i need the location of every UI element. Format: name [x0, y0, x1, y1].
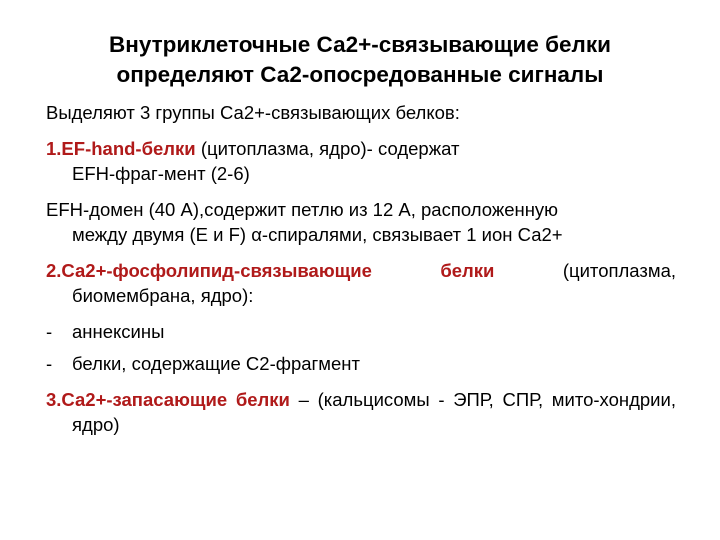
dash-marker: - [46, 321, 53, 342]
title-line-1: Внутриклеточные Са2+-связывающие белки [109, 32, 611, 57]
group2-heading: 2.Са2+-фосфолипид-связывающие белки [46, 260, 495, 281]
bullet-item [46, 319, 676, 344]
bullet-item [46, 351, 676, 376]
efh-domain-line-2: между двумя (Е и F) α-спиралями, связывает 1 ион Са2+ [72, 224, 563, 245]
dash-marker: - [46, 353, 53, 374]
group3-text: – (кальцисомы - ЭПР, СПР, мито-хондрии, ядро) [72, 389, 676, 435]
group1-heading: 1.EF-hand-белки [46, 138, 196, 159]
group1-text-1: (цитоплазма, ядро)- содержат [195, 138, 460, 159]
bullet-text: белки, содержащие С2-фрагмент [72, 353, 360, 374]
group1-paragraph [46, 136, 676, 186]
title-line-2: определяют Са2-опосредованные сигналы [116, 62, 604, 87]
bullet-text: аннексины [72, 321, 165, 342]
group1-text-2: ЕFН-фраг-мент (2-6) [72, 163, 250, 184]
slide-title [30, 30, 690, 90]
intro-paragraph [46, 100, 676, 125]
group2-paragraph [46, 258, 676, 308]
efh-domain-paragraph [46, 197, 676, 247]
slide-body [46, 100, 676, 448]
efh-domain-line-1: ЕFН-домен (40 А),содержит петлю из 12 А, расположенную [46, 199, 559, 220]
group2-text: (цитоплазма, биомембрана, ядро): [72, 260, 677, 306]
group3-heading: 3.Са2+-запасающие белки [46, 389, 290, 410]
group3-paragraph [46, 387, 676, 437]
intro-text: Выделяют 3 группы Са2+-связывающих белков: [46, 102, 460, 123]
